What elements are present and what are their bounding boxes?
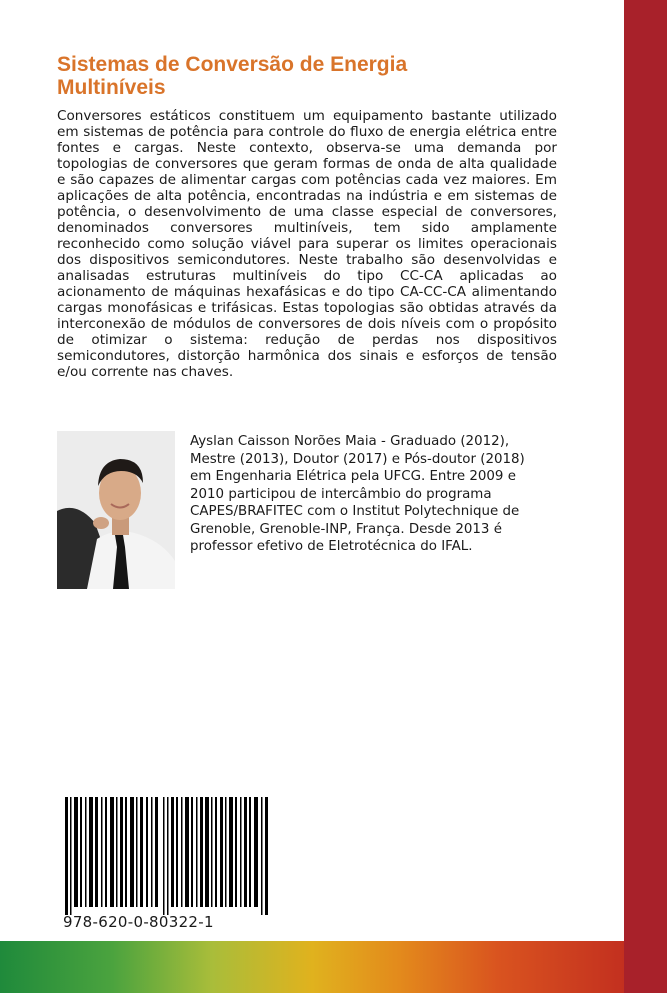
author-bio: Ayslan Caisson Norões Maia - Graduado (2012), Mestre (2013), Doutor (2017) e Pós-doutor (2018) em Engenharia Elétrica pela UFCG. Entre 2009 e 2010 participou de intercâmbio do programa CAPES/BRAFITEC com o Institut Polytechnique de Grenoble, Grenoble-INP, França. Desde 2013 é professor efetivo de Eletrotécnica do IFAL. bbox=[190, 434, 525, 554]
book-spine bbox=[624, 0, 667, 993]
book-title bbox=[57, 53, 577, 99]
color-gradient-band bbox=[0, 941, 624, 993]
title-line-1: Sistemas de Conversão de Energia bbox=[57, 53, 408, 76]
isbn-barcode bbox=[63, 797, 271, 915]
abstract-text: Conversores estáticos constituem um equipamento bastante utilizado em sistemas de potência para controle do fluxo de energia elétrica entre fontes e cargas. Neste contexto, observa-se uma demanda por topologias de conversores que geram formas de onda de alta qualidade e são capazes de alimentar cargas com potências cada vez maiores. Em aplicações de alta potência, encontradas na indústria e em sistemas de potência, o desenvolvimento de uma classe especial de conversores, denominados conversores multiníveis, tem sido amplamente reconhecido como solução viável para superar os limites operacionais dos dispositivos semicondutores. Neste trabalho são desenvolvidas e analisadas estruturas multiníveis do tipo CC-CA aplicadas ao acionamento de máquinas hexafásicas e do tipo CA-CC-CA alimentando cargas monofásicas e trifásicas. Estas topologias são obtidas através da interconexão de módulos de conversores de dois níveis com o propósito de otimizar o sistema: redução de perdas nos dispositivos semicondutores, distorção harmônica dos sinais e esforços de tensão e/ou corrente nas chaves. bbox=[57, 108, 557, 380]
author-photo bbox=[57, 431, 175, 589]
isbn-number: 978-620-0-80322-1 bbox=[63, 913, 214, 931]
title-line-2: Multiníveis bbox=[57, 76, 166, 99]
